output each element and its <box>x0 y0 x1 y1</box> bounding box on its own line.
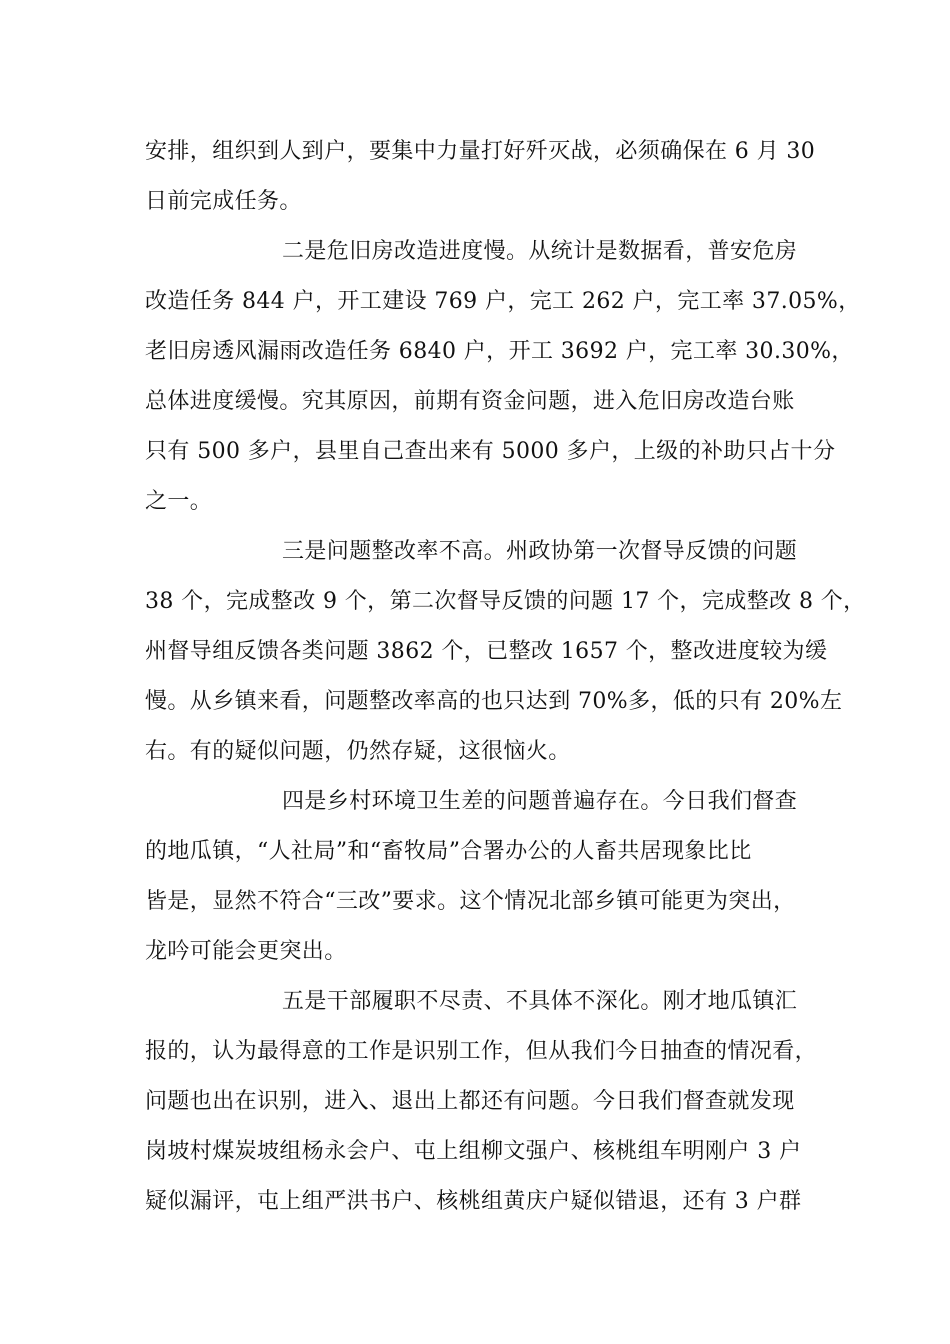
text-line: 改造任务 844 户，开工建设 769 户，完工 262 户，完工率 37.05%， <box>145 289 861 314</box>
paragraph-heading-line: 二是危旧房改造进度慢。从统计是数据看，普安危房 <box>282 239 798 264</box>
text-line: 皆是，显然不符合“三改”要求。这个情况北部乡镇可能更为突出， <box>145 889 796 914</box>
text-line: 总体进度缓慢。究其原因，前期有资金问题，进入危旧房改造台账 <box>145 389 795 414</box>
text-line: 之一。 <box>145 489 213 514</box>
text-line: 安排，组织到人到户，要集中力量打好歼灭战，必须确保在 6 月 30 <box>145 139 816 164</box>
paragraph-heading-line: 三是问题整改率不高。州政协第一次督导反馈的问题 <box>282 539 798 564</box>
text-line: 老旧房透风漏雨改造任务 6840 户，开工 3692 户，完工率 30.30%， <box>145 339 854 364</box>
text-line: 龙吟可能会更突出。 <box>145 939 347 964</box>
text-line: 问题也出在识别，进入、退出上都还有问题。今日我们督查就发现 <box>145 1089 795 1114</box>
text-line: 右。有的疑似问题，仍然存疑，这很恼火。 <box>145 739 571 764</box>
text-line: 州督导组反馈各类问题 3862 个，已整改 1657 个，整改进度较为缓 <box>145 639 828 664</box>
text-line: 疑似漏评，屯上组严洪书户、核桃组黄庆户疑似错退，还有 3 户群 <box>145 1189 802 1214</box>
text-line: 的地瓜镇，“人社局”和“畜牧局”合署办公的人畜共居现象比比 <box>145 839 752 864</box>
text-line: 只有 500 多户，县里自己查出来有 5000 多户，上级的补助只占十分 <box>145 439 836 464</box>
paragraph-heading-line: 五是干部履职不尽责、不具体不深化。刚才地瓜镇汇 <box>282 989 798 1014</box>
text-line: 报的，认为最得意的工作是识别工作，但从我们今日抽查的情况看， <box>145 1039 818 1064</box>
text-line: 日前完成任务。 <box>145 189 302 214</box>
paragraph-heading-line: 四是乡村环境卫生差的问题普遍存在。今日我们督查 <box>282 789 798 814</box>
text-line: 38 个，完成整改 9 个，第二次督导反馈的问题 17 个，完成整改 8 个， <box>145 589 866 614</box>
text-line: 岗坡村煤炭坡组杨永会户、屯上组柳文强户、核桃组车明刚户 3 户 <box>145 1139 802 1164</box>
text-line: 慢。从乡镇来看，问题整改率高的也只达到 70%多，低的只有 20%左 <box>145 689 843 714</box>
